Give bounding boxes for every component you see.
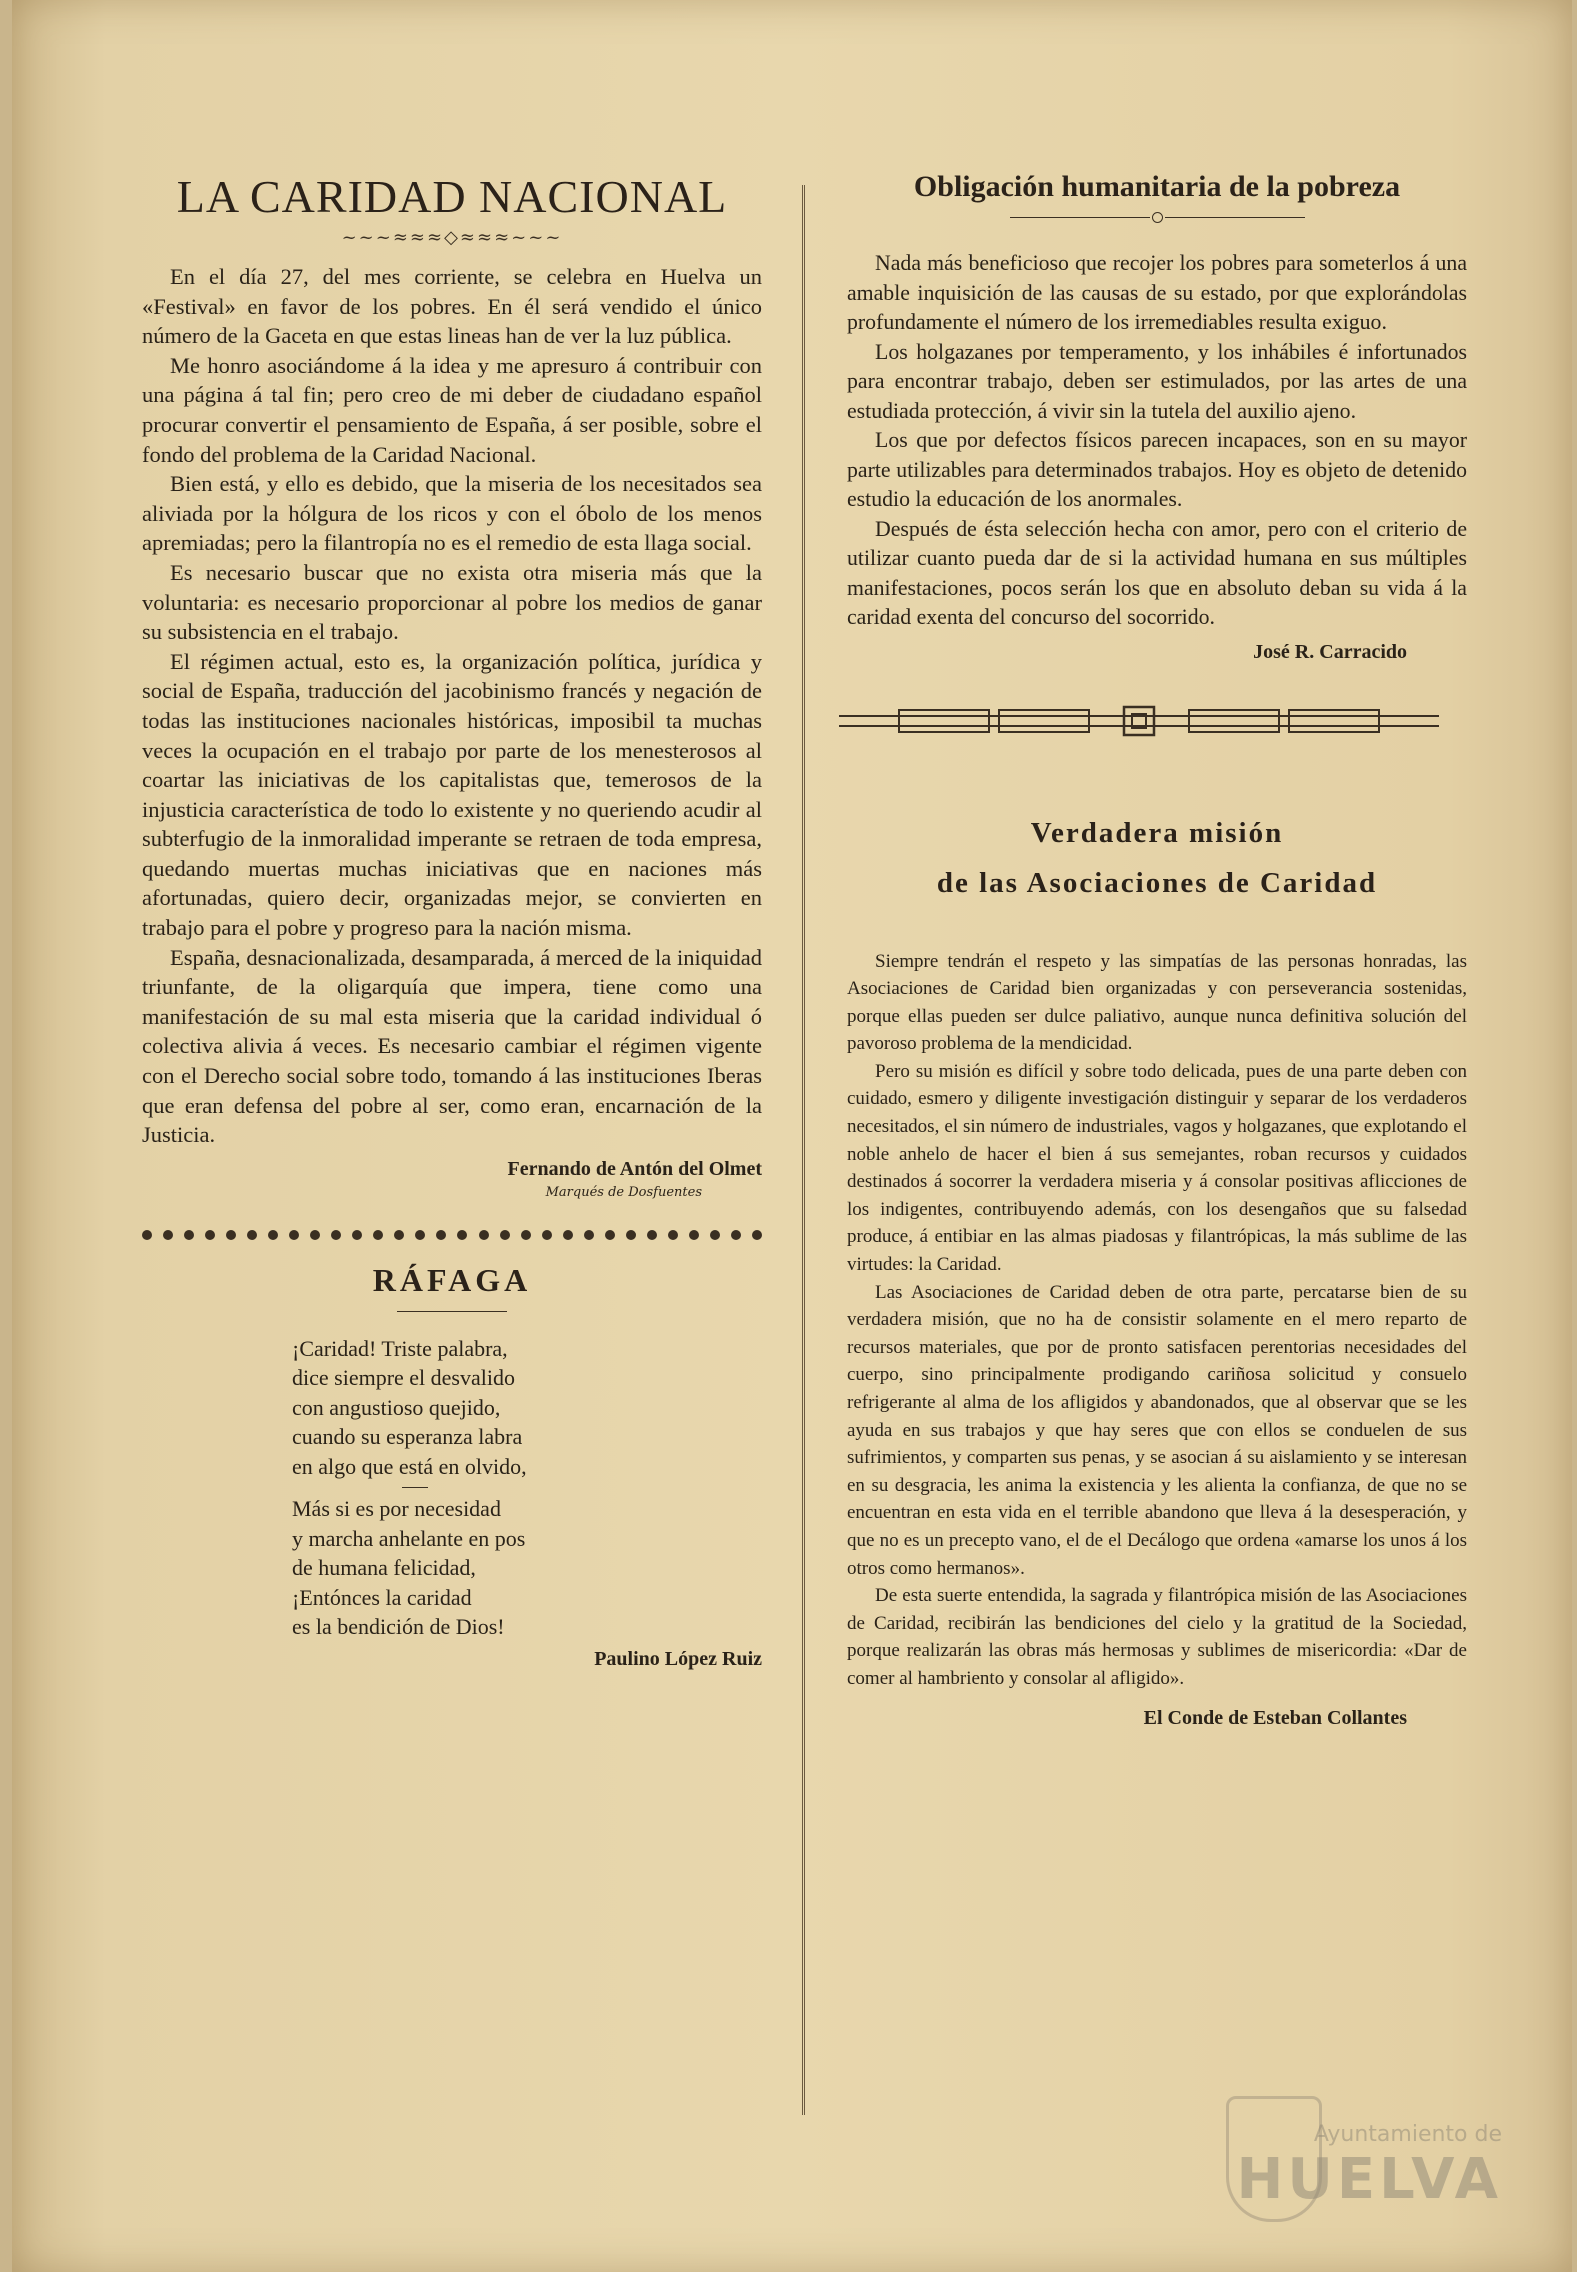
- paragraph: El régimen actual, esto es, la organización política, jurídica y social de España, traducción del jacobinismo francés y negación de todas las instituciones nacionales históricas, imposibil ta muchas veces la ocupación en el trabajo por parte de los menesterosos al coartar las iniciativas de los capitalistas que, temerosos de la injusticia característica de todo lo existente y no queriendo acudir al subterfugio de la inmoralidad imperante se retraen de toda empresa, quedando muertas muchas iniciativas que en naciones más afortunadas, quiero decir, organizadas mejor, se convierten en trabajo para el pobre y progreso para la nación misma.: [142, 648, 762, 941]
- paragraph: De esta suerte entendida, la sagrada y filantrópica misión de las Asociaciones de Caridad, recibirán las bendiciones del cielo y la gratitud de la Sociedad, porque realizarán las obras más hermosas y sublimes de misericordia: «Dar de comer al hambriento y consolar al afligido».: [847, 1585, 1467, 1689]
- title-ornament: [847, 212, 1467, 223]
- article-title-verdadera-mision-line2: de las Asociaciones de Caridad: [936, 866, 1378, 899]
- article-body-obligacion: [847, 249, 1467, 633]
- poem-line: es la bendición de Dios!: [292, 1614, 505, 1640]
- article-body-caridad-nacional: [142, 262, 762, 1150]
- paragraph: España, desnacionalizada, desamparada, á merced de la iniquidad triunfante, de la oligarquía que impera, tiene como una manifestación de su mal esta miseria que la caridad individual ó colectiva alivia á veces. Es necesario cambiar el régimen vigente con el Derecho social sobre todo, tomando á las instituciones Iberas que eran defensa del pobre al ser, como eran, encarnación de la Justicia.: [142, 944, 762, 1148]
- paragraph: Los que por defectos físicos parecen incapaces, son en su mayor parte utilizables para determinados trabajos. Hoy es objeto de detenido estudio la educación de los anormales.: [847, 428, 1467, 511]
- paragraph: Bien está, y ello es debido, que la miseria de los necesitados sea aliviada por la hólgura de los ricos y con el óbolo de los menos apremiadas; pero la filantropía no es el remedio de esta llaga social.: [142, 471, 762, 556]
- poem-title-rule: [397, 1311, 507, 1312]
- column-divider: [802, 185, 805, 2115]
- paragraph: En el día 27, del mes corriente, se celebra en Huelva un «Festival» en favor de los pobres. En él será vendido el único número de la Gaceta en que estas lineas han de ver la luz pública.: [142, 264, 762, 349]
- poem-line: de humana felicidad,: [292, 1555, 476, 1581]
- poem-line: y marcha anhelante en pos: [292, 1525, 526, 1551]
- article-title-obligacion: Obligación humanitaria de la pobreza: [913, 170, 1401, 203]
- paragraph: Me honro asociándome á la idea y me apresuro á contribuir con una página á tal fin; pero creo de mi deber de ciudadano español procurar convertir el pensamiento de España, á ser posible, sobre el fondo del problema de la Caridad Nacional.: [142, 352, 762, 467]
- watermark-line1: Ayuntamiento de: [1313, 2122, 1502, 2147]
- poem-line: en algo que está en olvido,: [292, 1453, 527, 1479]
- article-title-verdadera-mision-line1: Verdadera misión: [1030, 816, 1284, 849]
- paragraph: Es necesario buscar que no exista otra miseria más que la voluntaria: es necesario proporcionar al pobre los medios de ganar su subsistencia en el trabajo.: [142, 559, 762, 645]
- poem-title: RÁFAGA: [372, 1261, 532, 1298]
- poem-stanza: [292, 1334, 762, 1482]
- author-title: Marqués de Dosfuentes: [545, 1184, 702, 1200]
- newspaper-page: [12, 0, 1572, 2272]
- left-column: [142, 170, 762, 1671]
- paragraph: Después de ésta selección hecha con amor, pero con el criterio de utilizar cuanto pueda dar de si la actividad humana en sus múltiples manifestaciones, pocos serán los que en absoluto deban su vida á la caridad exenta del concurso del socorrido.: [847, 516, 1467, 629]
- archive-watermark: [1237, 2122, 1502, 2212]
- article-body-verdadera-mision: [847, 948, 1467, 1693]
- author-signature: Fernando de Antón del Olmet: [507, 1157, 762, 1180]
- watermark-line2: HUELVA: [1236, 2147, 1502, 2212]
- poem-stanza: [292, 1494, 762, 1642]
- right-column: [847, 170, 1467, 1730]
- title-ornament: ~~~≈≈≈◇≈≈≈~~~: [341, 227, 563, 248]
- poem-line: dice siempre el desvalido: [292, 1365, 515, 1391]
- banner-ornament-divider: [839, 704, 1467, 738]
- author-signature: El Conde de Esteban Collantes: [1143, 1706, 1407, 1729]
- poem-line: ¡Entónces la caridad: [292, 1584, 472, 1610]
- bead-ornament-divider: [142, 1230, 762, 1244]
- stanza-separator: [402, 1487, 428, 1488]
- paragraph: Pero su misión es difícil y sobre todo delicada, pues de una parte deben con cuidado, esmero y diligente investigación distinguir y separar de los verdaderos necesitados, el sin número de industriales, vagos y holgazanes, que explotando el noble anhelo de hacer el bien á sus semejantes, roban recursos y cuidados destinados á socorrer la verdadera miseria y á consolar positivas aflicciones de los indigentes, contribuyendo además, con los desengaños que su falsedad produce, á entibiar en las almas piadosas y filantrópicas, la más sublime de las virtudes: la Caridad.: [847, 1060, 1467, 1276]
- paragraph: Los holgazanes por temperamento, y los inhábiles é infortunados para encontrar trabajo, deben ser estimulados, por las artes de una estudiada protección, á vivir sin la tutela del auxilio ajeno.: [847, 339, 1467, 423]
- paragraph: Siempre tendrán el respeto y las simpatías de las personas honradas, las Asociaciones de Caridad bien organizadas y con perseverancia sostenidas, porque ellas pueden ser dulce paliativo, aunque nunca definitiva solución del pavoroso problema de la mendicidad.: [847, 950, 1467, 1055]
- poem-line: cuando su esperanza labra: [292, 1424, 523, 1450]
- poem-line: ¡Caridad! Triste palabra,: [292, 1335, 508, 1361]
- poem: [292, 1334, 762, 1642]
- paragraph: Nada más beneficioso que recojer los pobres para someterlos á una amable inquisición de las causas de su estado, por que explorándolas profundamente el número de los irremediables resulta exiguo.: [847, 251, 1467, 334]
- author-signature: José R. Carracido: [1253, 640, 1407, 663]
- poem-signature: Paulino López Ruiz: [594, 1647, 762, 1670]
- poem-line: con angustioso quejido,: [292, 1394, 501, 1420]
- paragraph: Las Asociaciones de Caridad deben de otra parte, percatarse bien de su verdadera misión, que no ha de consistir solamente en el mero reparto de recursos materiales, que por de pronto satisfacen perentorias necesidades del cuerpo, sino principalmente prodigando cariñosa solicitud y consuelo refrigerante al alma de los afligidos y abandonados, que al observar que se les ayuda en sus trabajos y que hay seres que con ellos se conduelen de sus sufrimientos, y comparten sus penas, y se asocian á su aislamiento y se interesan en su desgracia, les anima la existencia y les alienta la confianza, de que no se encuentran en esta vida en el terrible abandono que lleva á la desesperación, y que no es un precepto vano, el de el Decálogo que ordena «amarse los unos á los otros como hermanos».: [847, 1281, 1467, 1579]
- poem-line: Más si es por necesidad: [292, 1496, 501, 1522]
- article-title-caridad-nacional: LA CARIDAD NACIONAL: [176, 171, 728, 222]
